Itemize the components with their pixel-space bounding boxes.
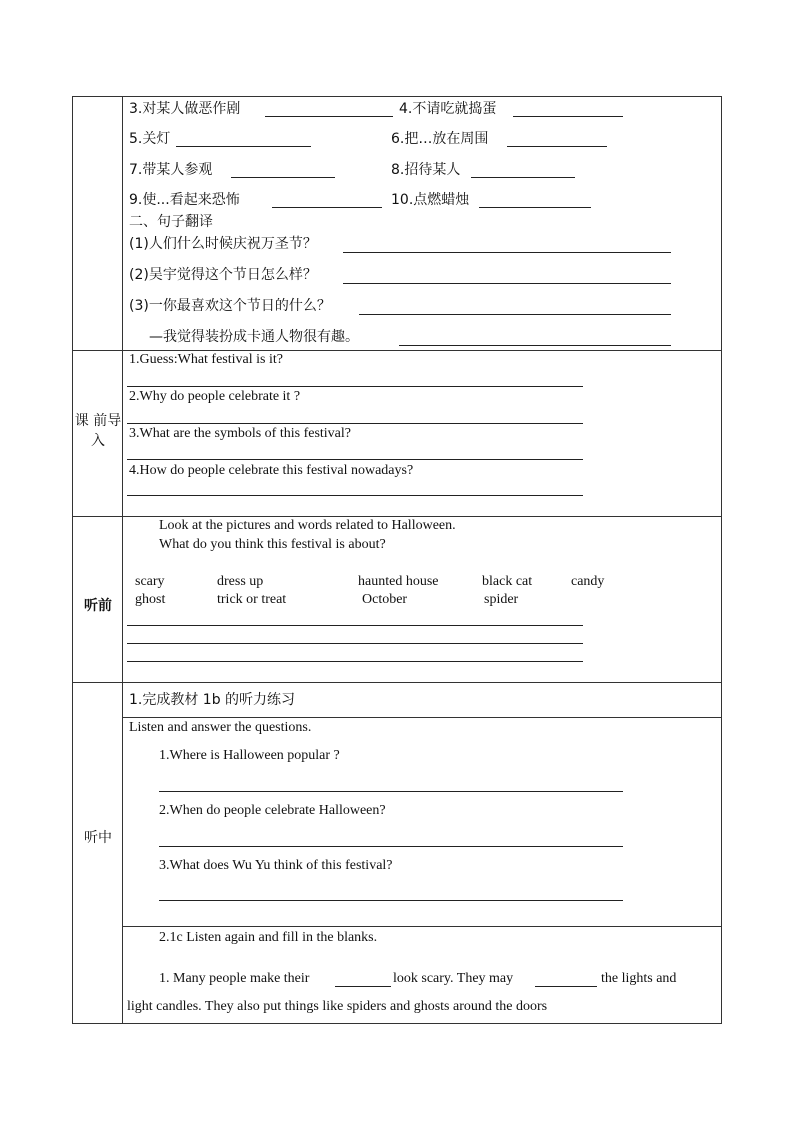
task-2-title: 2.1c Listen again and fill in the blanks.	[159, 930, 378, 945]
row-divider	[122, 926, 721, 927]
answer-blank[interactable]	[272, 207, 382, 208]
word-october: October	[362, 592, 408, 607]
answer-blank[interactable]	[479, 207, 591, 208]
vocab-item-3: 3.对某人做恶作剧	[129, 101, 241, 117]
fill-text-part-c: the lights and	[601, 971, 677, 986]
preclass-question-4: 4.How do people celebrate this festival nowadays?	[129, 463, 414, 478]
word-scary: scary	[135, 574, 165, 589]
listen-question-3: 3.What does Wu Yu think of this festival?	[159, 858, 393, 873]
answer-blank[interactable]	[343, 252, 671, 253]
listen-question-2: 2.When do people celebrate Halloween?	[159, 803, 386, 818]
preclass-question-1: 1.Guess:What festival is it?	[129, 352, 283, 367]
row-label-preclass: 课 前导入	[74, 413, 122, 449]
sentence-4: —我觉得装扮成卡通人物很有趣。	[149, 329, 359, 345]
listen-question-1: 1.Where is Halloween popular ?	[159, 748, 340, 763]
answer-blank[interactable]	[343, 283, 671, 284]
answer-line[interactable]	[127, 423, 583, 424]
answer-line[interactable]	[159, 846, 623, 847]
vocab-item-9: 9.使...看起来恐怖	[129, 192, 240, 208]
answer-line[interactable]	[127, 495, 583, 496]
word-dress-up: dress up	[217, 574, 264, 589]
answer-line[interactable]	[159, 791, 623, 792]
task-1-title: 1.完成教材 1b 的听力练习	[129, 692, 296, 708]
row-label-whilelistening: 听中	[84, 830, 112, 846]
vocab-item-5: 5.关灯	[129, 131, 171, 147]
answer-blank[interactable]	[231, 177, 335, 178]
vocab-item-8: 8.招待某人	[391, 162, 461, 178]
fill-text-part-b: look scary. They may	[393, 971, 514, 986]
row-divider	[73, 682, 721, 683]
prelistening-intro-1: Look at the pictures and words related to Halloween.	[159, 518, 456, 533]
prelistening-intro-2: What do you think this festival is about?	[159, 537, 386, 552]
word-haunted-house: haunted house	[358, 574, 439, 589]
answer-blank[interactable]	[507, 146, 607, 147]
fill-blank-2[interactable]	[535, 986, 597, 987]
answer-line[interactable]	[127, 386, 583, 387]
answer-blank[interactable]	[513, 116, 623, 117]
vocab-item-6: 6.把…放在周围	[391, 131, 489, 147]
answer-line[interactable]	[127, 643, 583, 644]
preclass-question-3: 3.What are the symbols of this festival?	[129, 426, 351, 441]
sentence-2: (2)吴宇觉得这个节日怎么样？	[129, 267, 317, 283]
answer-blank[interactable]	[176, 146, 311, 147]
answer-line[interactable]	[127, 459, 583, 460]
answer-blank[interactable]	[265, 116, 393, 117]
sentence-heading: 二、句子翻译	[129, 214, 213, 230]
answer-line[interactable]	[159, 900, 623, 901]
word-spider: spider	[484, 592, 519, 607]
word-trick-or-treat: trick or treat	[217, 592, 287, 607]
word-candy: candy	[571, 574, 605, 589]
fill-blank-1[interactable]	[335, 986, 391, 987]
preclass-question-2: 2.Why do people celebrate it ?	[129, 389, 301, 404]
fill-text-line-2: light candles. They also put things like spiders and ghosts around the doors	[127, 999, 548, 1014]
sentence-1: (1)人们什么时候庆祝万圣节？	[129, 236, 317, 252]
answer-blank[interactable]	[471, 177, 575, 178]
vocab-item-4: 4.不请吃就捣蛋	[399, 101, 497, 117]
fill-text-part-a: 1. Many people make their	[159, 971, 310, 986]
word-black-cat: black cat	[482, 574, 533, 589]
column-divider	[122, 97, 123, 1023]
vocab-item-7: 7.带某人参观	[129, 162, 213, 178]
answer-blank[interactable]	[359, 314, 671, 315]
listen-intro: Listen and answer the questions.	[129, 720, 312, 735]
answer-line[interactable]	[127, 661, 583, 662]
word-ghost: ghost	[135, 592, 166, 607]
worksheet-table	[72, 96, 722, 1024]
answer-line[interactable]	[127, 625, 583, 626]
answer-blank[interactable]	[399, 345, 671, 346]
vocab-item-10: 10.点燃蜡烛	[391, 192, 470, 208]
row-label-prelistening: 听前	[84, 598, 112, 614]
row-divider	[122, 717, 721, 718]
sentence-3: (3)一你最喜欢这个节日的什么？	[129, 298, 331, 314]
